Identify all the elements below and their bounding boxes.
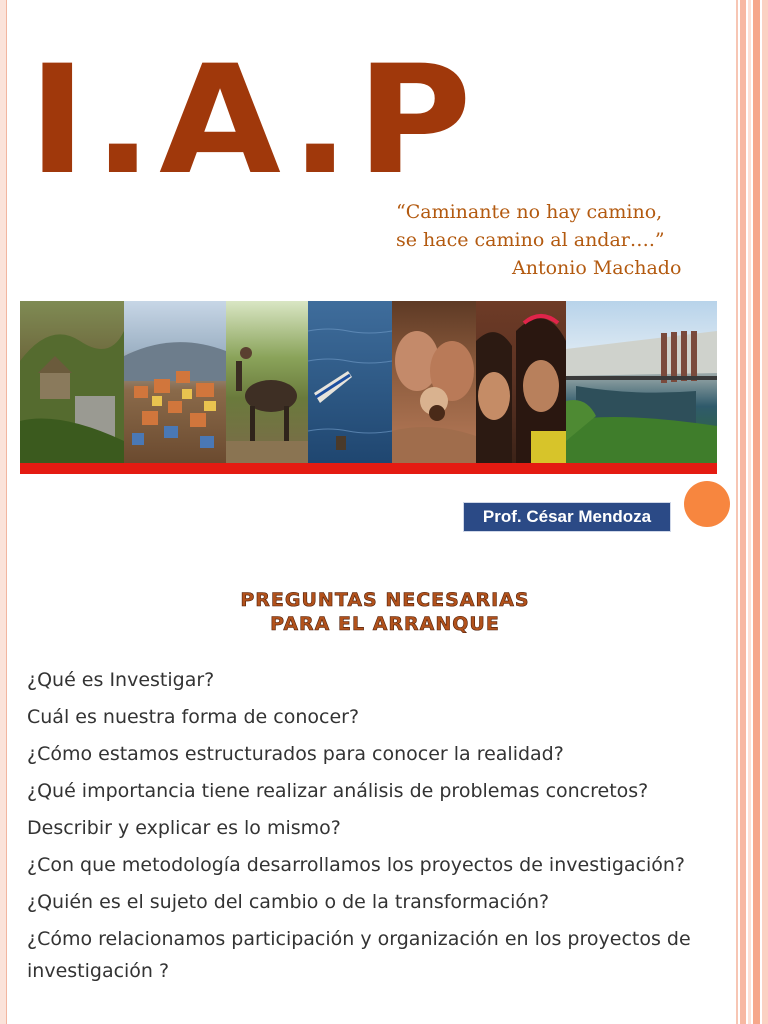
boat-on-water-photo	[308, 301, 392, 463]
question-item: ¿Quién es el sujeto del cambio o de la transformación?	[27, 891, 550, 913]
section-heading	[150, 588, 620, 636]
decorative-circle	[684, 481, 730, 527]
right-stripe	[748, 0, 751, 1024]
smiling-children-photo	[476, 301, 566, 463]
colorful-town-photo	[124, 301, 226, 463]
heading-line: PREGUNTAS NECESARIAS	[240, 589, 530, 611]
right-stripe	[740, 0, 746, 1024]
right-stripe	[762, 0, 768, 1024]
quote-line: se hace camino al andar….”	[396, 229, 665, 251]
photo-collage	[20, 301, 717, 463]
question-item: ¿Qué importancia tiene realizar análisis de problemas concretos?	[27, 780, 649, 802]
question-item: ¿Cómo relacionamos participación y organización en los proyectos de investigación ?	[27, 928, 691, 982]
right-stripe	[736, 0, 738, 1024]
professor-label: Prof. César Mendoza	[463, 502, 671, 532]
heading-line: PARA EL ARRANQUE	[270, 613, 500, 635]
question-item: Describir y explicar es lo mismo?	[27, 817, 341, 839]
quote-block	[396, 198, 696, 282]
question-item: ¿Qué es Investigar?	[27, 669, 215, 691]
dam-landscape-photo	[566, 301, 717, 463]
accent-bar	[20, 463, 717, 474]
slide-title: I.A.P	[28, 34, 479, 208]
hillside-village-photo	[20, 301, 124, 463]
hands-holding-coffee-photo	[392, 301, 476, 463]
question-item: ¿Con que metodología desarrollamos los proyectos de investigación?	[27, 854, 685, 876]
quote-author: Antonio Machado	[512, 257, 682, 279]
question-item: Cuál es nuestra forma de conocer?	[27, 706, 360, 728]
question-item: ¿Cómo estamos estructurados para conocer la realidad?	[27, 743, 564, 765]
left-border-line	[6, 0, 7, 1024]
quote-line: “Caminante no hay camino,	[396, 201, 663, 223]
questions-list	[27, 664, 727, 992]
farmer-with-ox-photo	[226, 301, 308, 463]
right-stripe	[753, 0, 760, 1024]
